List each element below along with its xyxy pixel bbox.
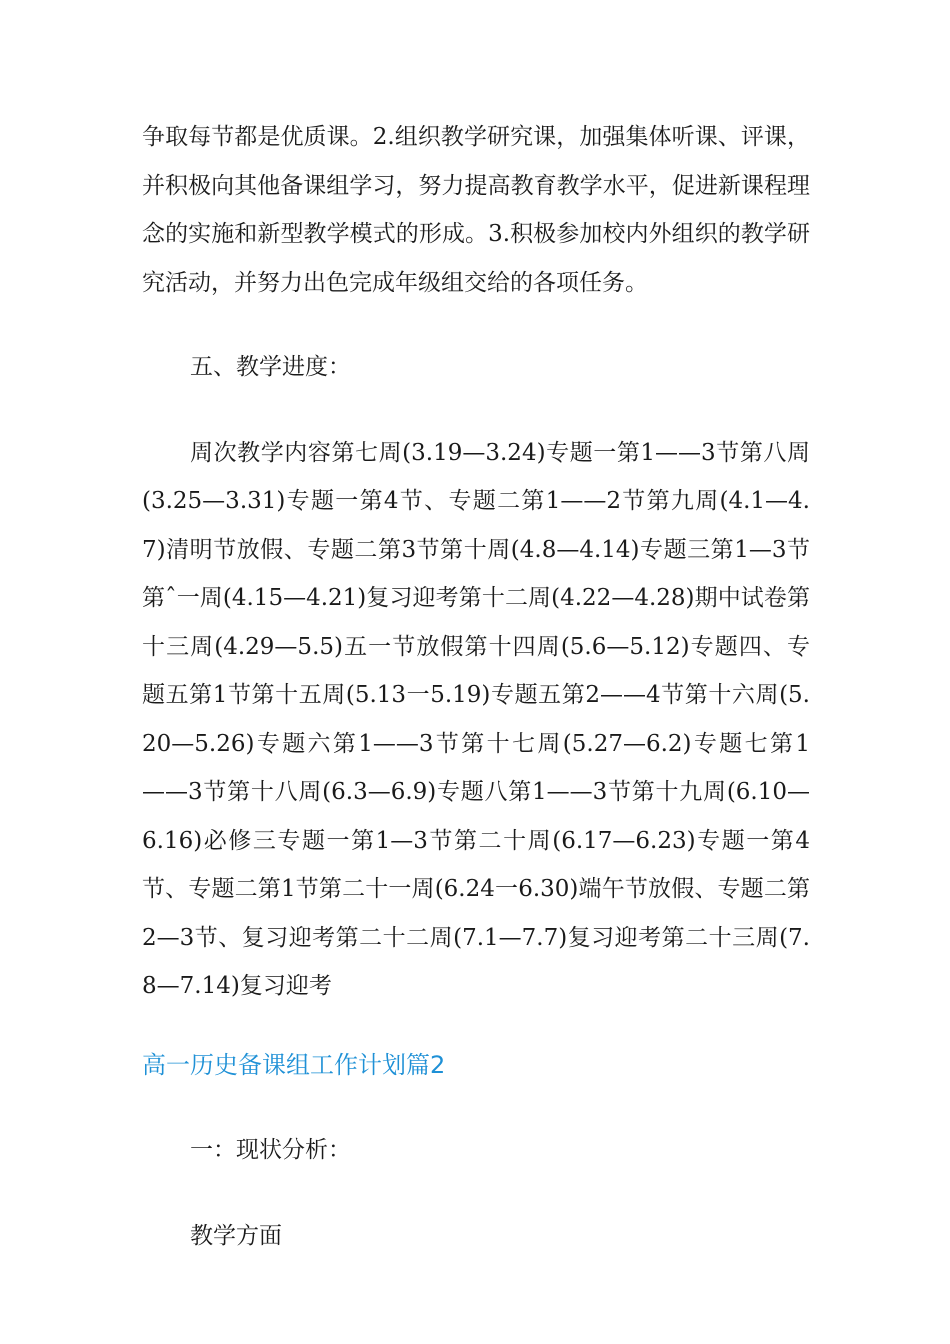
section-title-teaching-progress: 五、教学进度： (190, 354, 351, 380)
article-heading: 高一历史备课组工作计划篇2 (142, 1050, 446, 1079)
paragraph-schedule: 周次教学内容第七周(3.19—3.24)专题一第1——3节第八周(3.25—3.31)专题一第4节、专题二第1——2节第九周(4.1—4.7)清明节放假、专题二第3节第十周(4.8—4.14)专题三第1—3节第ˆ一周(4.15—4.21)复习迎考第十二周(4.22—4.28)期中试卷第十三周(4.29—5.5)五一节放假第十四周(5.6—5.12)专题四、专题五第1节第十五周(5.13一5.19)专题五第2——4节第十六周(5.20—5.26)专题六第1——3节第十七周(5.27—6.2)专题七第1——3节第十八周(6.3—6.9)专题八第1——3节第十九周(6.10—6.16)必修三专题一第1—3节第二十周(6.17—6.23)专题一第4节、专题二第1节第二十一周(6.24一6.30)端午节放假、专题二第2—3节、复习迎考第二十二周(7.1—7.7)复习迎考第二十三周(7.8—7.14)复习迎考 (142, 439, 810, 999)
subsection-title-teaching: 教学方面 (190, 1223, 282, 1249)
paragraph-teaching-research: 争取每节都是优质课。2.组织教学研究课，加强集体听课、评课，并积极向其他备课组学习，努力提高教育教学水平，促进新课程理念的实施和新型教学模式的形成。3.积极参加校内外组织的教学研究活动，并努力出色完成年级组交给的各项任务。 (142, 124, 810, 296)
section-title-status-analysis: 一：现状分析： (190, 1136, 351, 1163)
